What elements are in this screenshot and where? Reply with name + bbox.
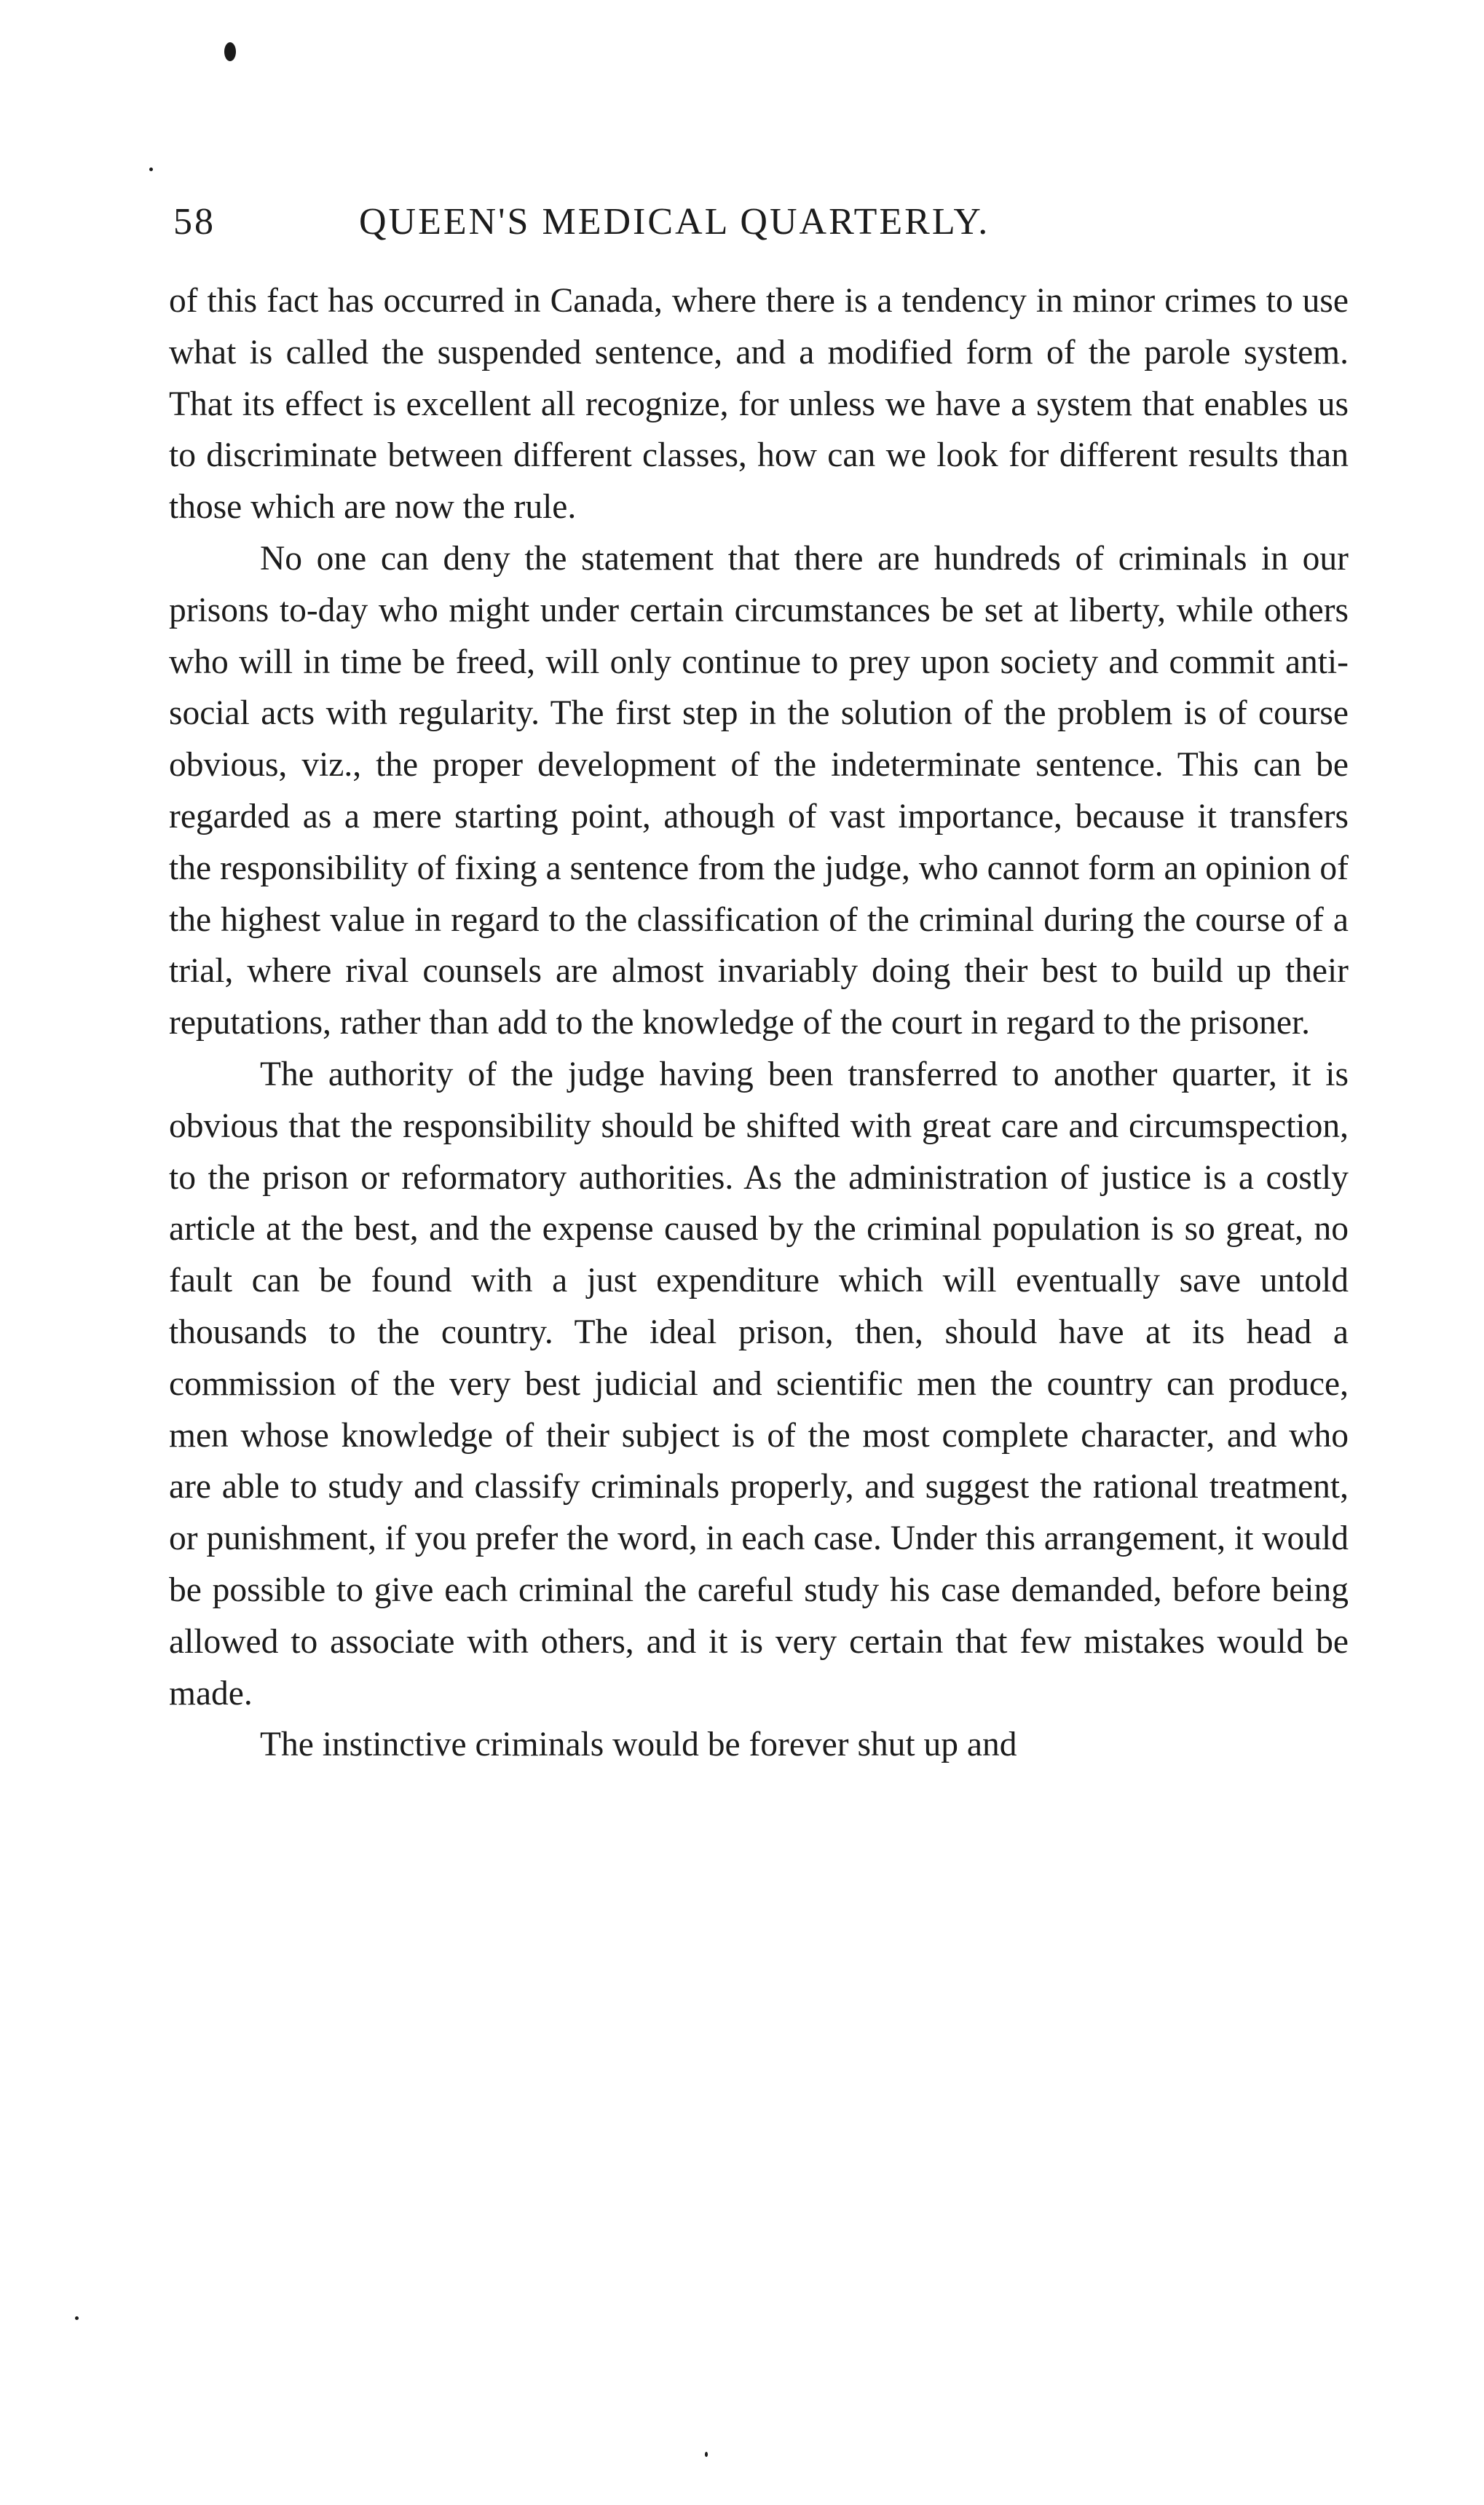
paragraph: The authority of the judge having been transferred to another quarter, it is obvious that the responsibility should be shifted with great care and circumspection, to the prison or reformatory authorities. As the administration of justice is a costly article at the best, and the expense caused by the criminal population is so great, no fault can be found with a just expenditure which will eventually save untold thousands to the country. The ideal prison, then, should have at its head a commission of the very best judicial and scientific men the country can produce, men whose knowledge of their subject is of the most complete character, and who are able to study and classify criminals properly, and suggest the rational treatment, or punishment, if you prefer the word, in each case. Under this arrangement, it would be possible to give each criminal the careful study his case demanded, before being allowed to associate with others, and it is very certain that few mistakes would be made. [169, 1055, 1349, 1712]
article-body [169, 275, 1349, 1771]
ink-speck-top [224, 42, 236, 61]
ink-speck-margin [149, 168, 153, 171]
ink-speck-bottom [705, 2452, 708, 2457]
ink-speck-bottom-left [75, 2316, 79, 2320]
journal-title: QUEEN'S MEDICAL QUARTERLY. [359, 201, 990, 243]
paragraph-continued: of this fact has occurred in Canada, where there is a tendency in minor crimes to use what is called the suspended sentence, and a modified form of the parole system. That its effect is excellent all recognize, for unless we have a system that enables us to discriminate between different classes, how can we look for different results than those which are now the rule. [169, 282, 1349, 527]
page-number: 58 [173, 201, 216, 243]
paragraph: No one can deny the statement that there are hundreds of criminals in our prisons to-day who might under certain circumstances be set at liberty, while others who will in time be freed, will only continue to prey upon society and commit anti-social acts with regularity. The first step in the solution of the problem is of course obvious, viz., the proper development of the indeterminate sentence. This can be regarded as a mere starting point, athough of vast importance, because it transfers the responsibility of fixing a sentence from the judge, who cannot form an opinion of the highest value in regard to the classification of the criminal during the course of a trial, where rival counsels are almost invariably doing their best to build up their reputations, rather than add to the knowledge of the court in regard to the prisoner. [169, 539, 1349, 1042]
running-head [173, 193, 1353, 251]
paragraph: The instinctive criminals would be forever shut up and [260, 1726, 1017, 1764]
